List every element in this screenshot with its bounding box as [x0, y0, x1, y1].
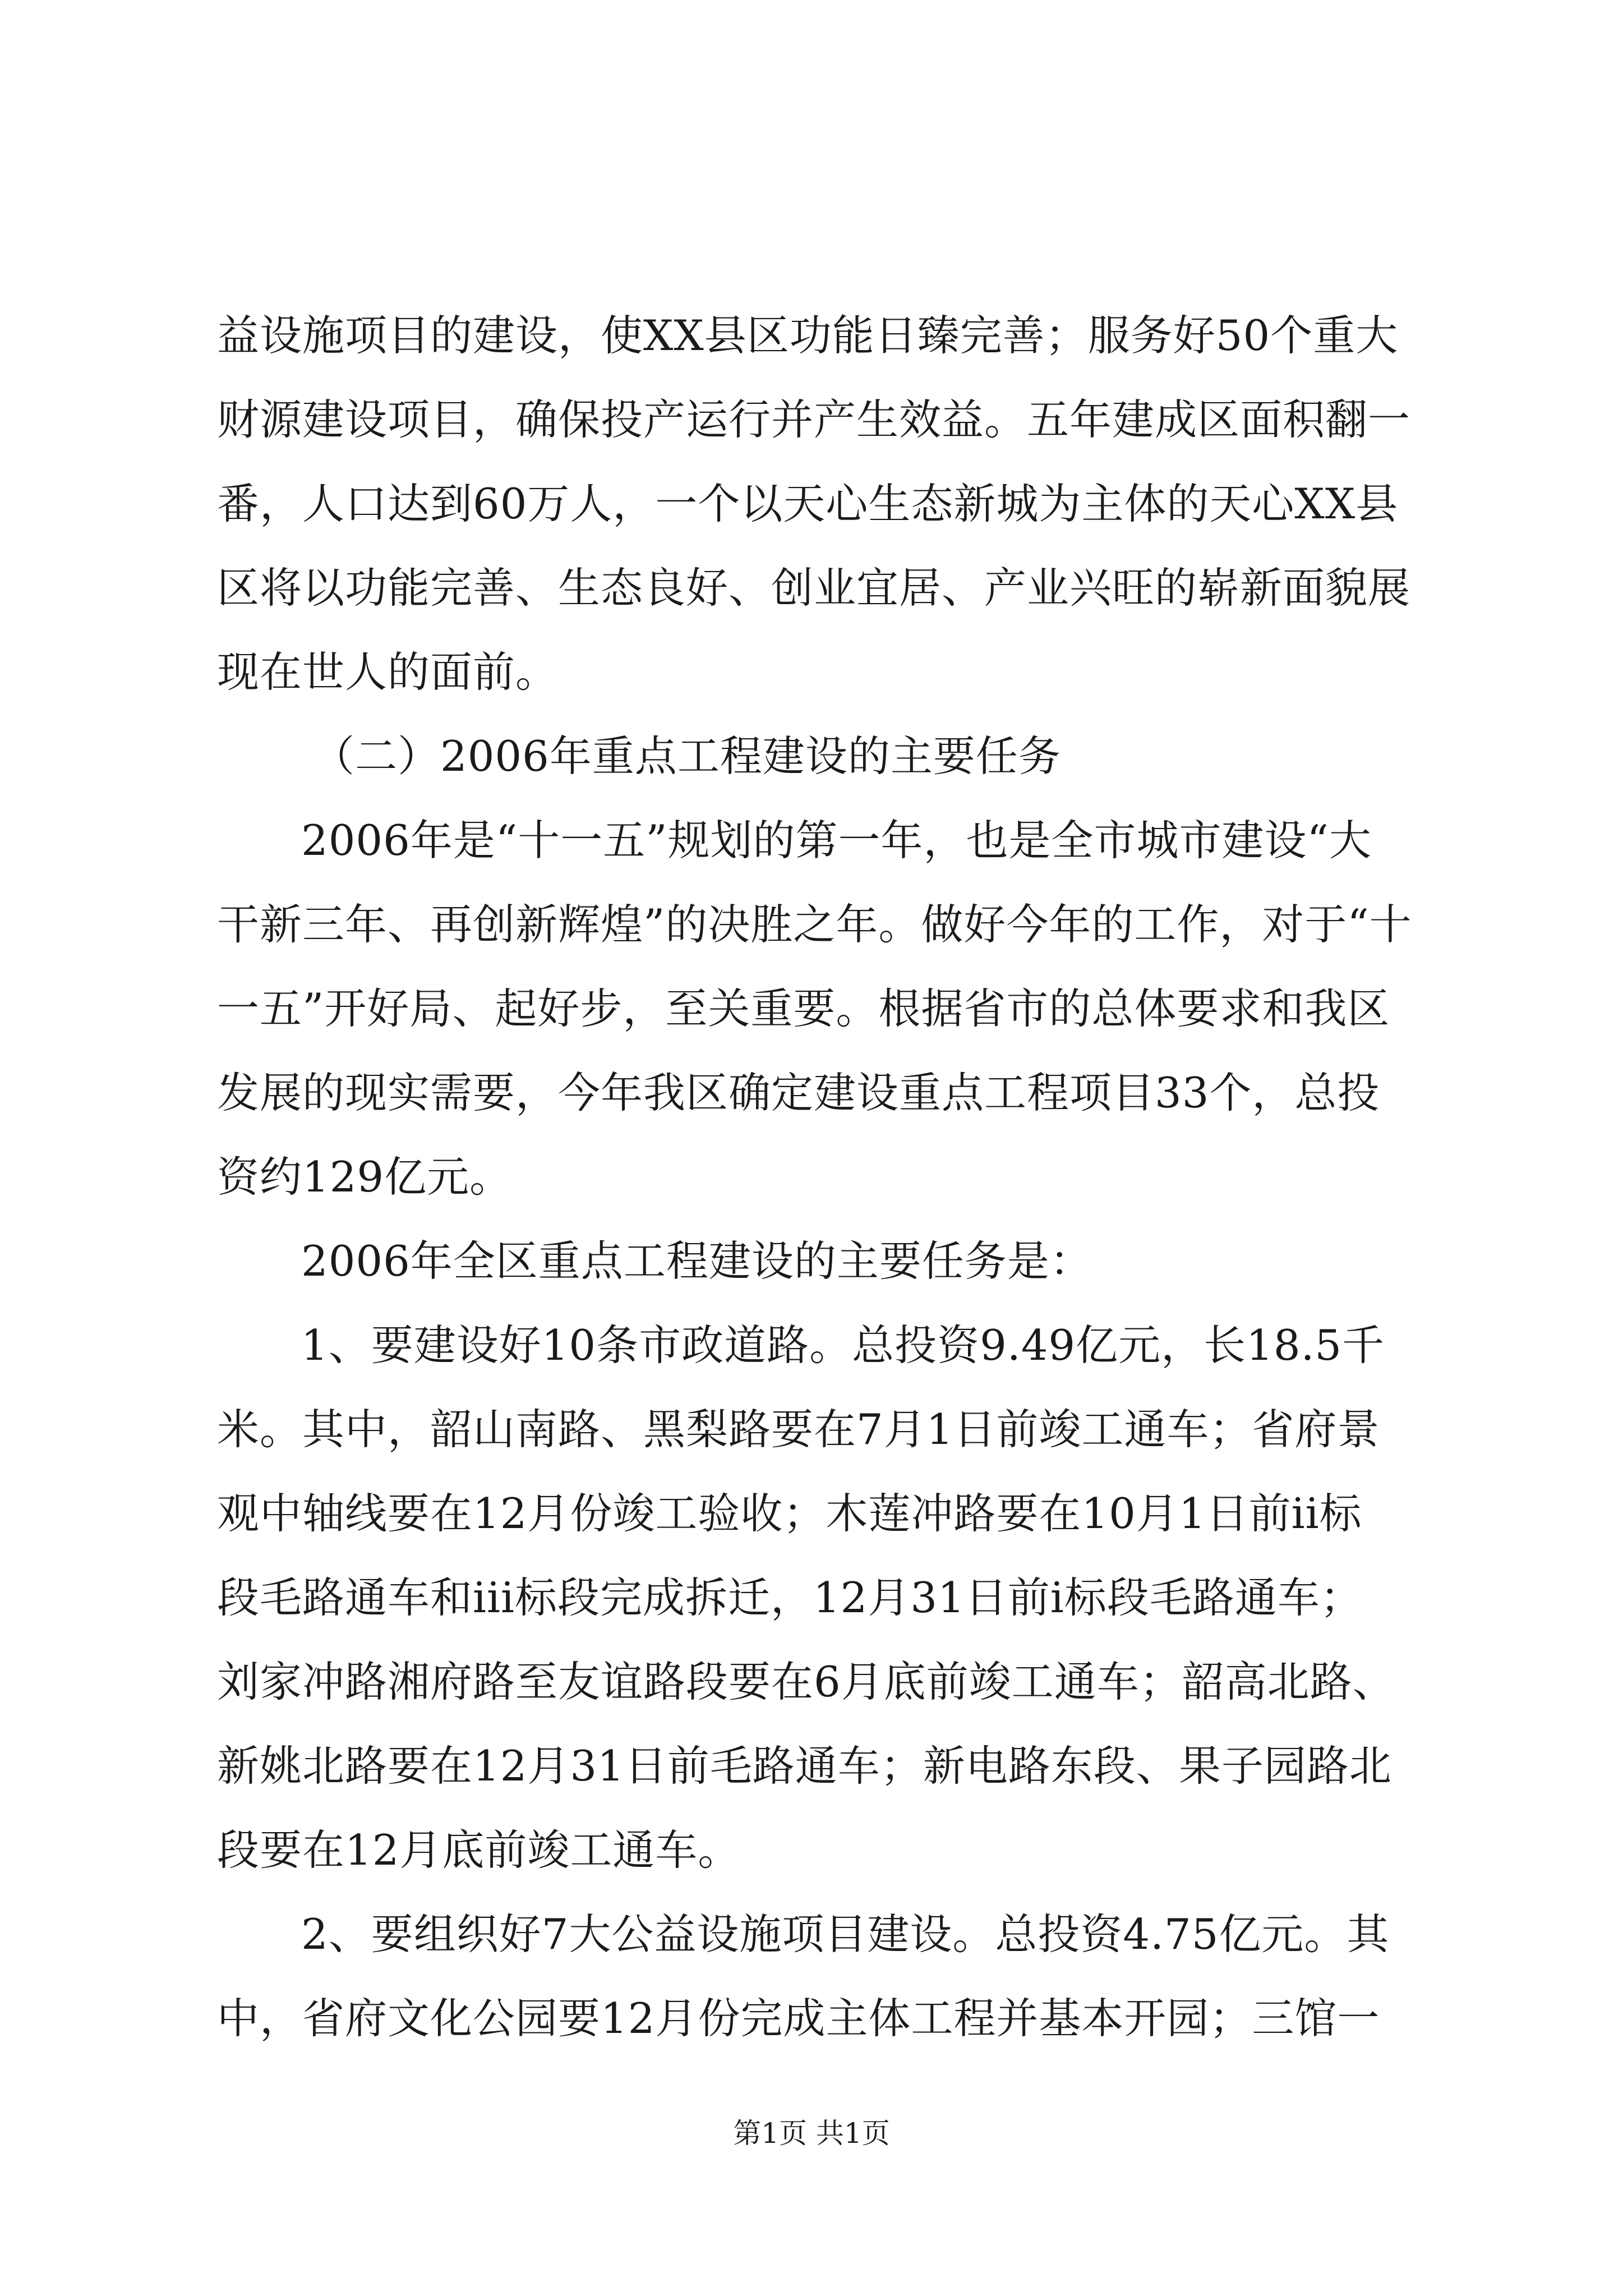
body-text-line: 区将以功能完善、生态良好、创业宜居、产业兴旺的崭新面貌展	[217, 563, 1411, 613]
body-text-line: 现在世人的面前。	[217, 647, 559, 697]
body-text-line: 2006年全区重点工程建设的主要任务是：	[301, 1236, 1092, 1286]
body-text-line: 米。其中，韶山南路、黑梨路要在7月1日前竣工通车；省府景	[217, 1405, 1380, 1454]
body-text-line: 一五”开好局、起好步，至关重要。根据省市的总体要求和我区	[217, 984, 1390, 1033]
body-text-line: 财源建设项目，确保投产运行并产生效益。五年建成区面积翻一	[217, 395, 1411, 444]
body-text-line: 2006年是“十一五”规划的第一年，也是全市城市建设“大	[301, 816, 1372, 865]
body-text-line: 观中轴线要在12月份竣工验收；木莲冲路要在10月1日前ii标	[217, 1489, 1362, 1538]
body-text-line: 新姚北路要在12月31日前毛路通车；新电路东段、果子园路北	[217, 1741, 1392, 1791]
body-text-line: 刘家冲路湘府路至友谊路段要在6月底前竣工通车；韶高北路、	[217, 1657, 1395, 1706]
body-text-line: 段毛路通车和iii标段完成拆迁，12月31日前i标段毛路通车；	[217, 1573, 1363, 1622]
body-text-line: 干新三年、再创新辉煌”的决胜之年。做好今年的工作，对于“十	[217, 900, 1412, 949]
body-text-line: 资约129亿元。	[217, 1152, 513, 1202]
section-heading: （二）2006年重点工程建设的主要任务	[312, 731, 1061, 781]
body-text-line: 发展的现实需要，今年我区确定建设重点工程项目33个，总投	[217, 1068, 1380, 1117]
page-footer: 第1页 共1页	[733, 2117, 890, 2150]
body-text-line: 1、要建设好10条市政道路。总投资9.49亿元，长18.5千	[301, 1320, 1385, 1370]
body-text-line: 2、要组织好7大公益设施项目建设。总投资4.75亿元。其	[301, 1910, 1390, 1959]
body-text-line: 中，省府文化公园要12月份完成主体工程并基本开园；三馆一	[217, 1994, 1380, 2043]
body-text-line: 番，人口达到60万人，一个以天心生态新城为主体的天心XX县	[217, 479, 1399, 528]
body-text-line: 益设施项目的建设，使XX县区功能日臻完善；服务好50个重大	[217, 311, 1399, 360]
body-text-line: 段要在12月底前竣工通车。	[217, 1825, 741, 1875]
